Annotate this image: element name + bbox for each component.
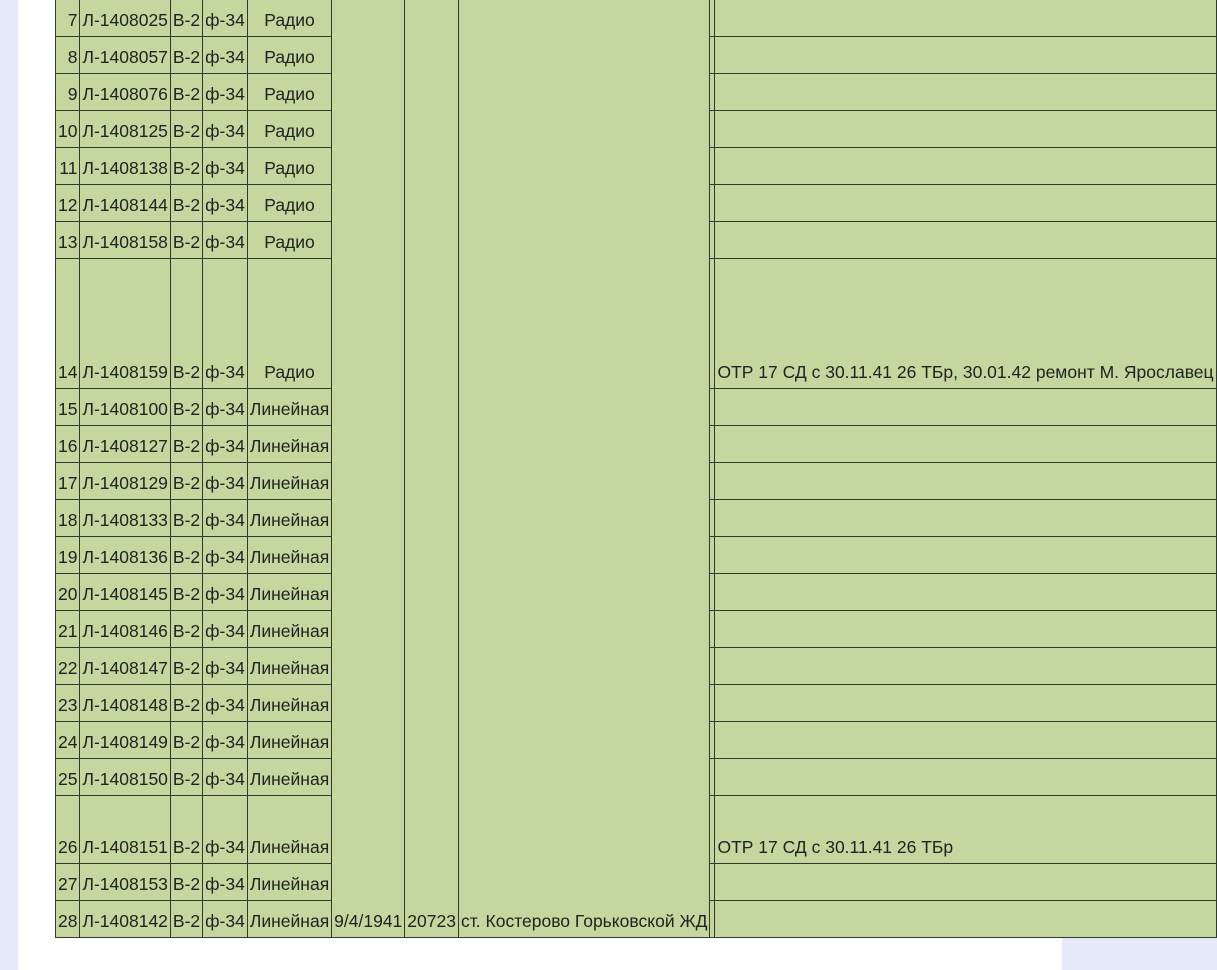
serial-number-cell: Л-1408159 — [80, 259, 170, 389]
serial-number-cell: Л-1408150 — [80, 759, 170, 796]
kind-cell: Линейная — [247, 759, 331, 796]
engine-cell: В-2 — [170, 537, 202, 574]
table-row[interactable] — [56, 0, 1217, 37]
row-number-cell: 19 — [56, 537, 80, 574]
serial-number-cell: Л-1408151 — [80, 796, 170, 864]
engine-cell: В-2 — [170, 722, 202, 759]
kind-cell: Радио — [247, 37, 331, 74]
engine-cell: В-2 — [170, 901, 202, 938]
note-cell — [715, 611, 1216, 648]
row-number-cell: 17 — [56, 463, 80, 500]
note-cell — [715, 74, 1216, 111]
kind-cell: Радио — [247, 222, 331, 259]
engine-cell: В-2 — [170, 796, 202, 864]
kind-cell: Линейная — [247, 574, 331, 611]
kind-cell: Радио — [247, 74, 331, 111]
serial-number-cell: Л-1408057 — [80, 37, 170, 74]
serial-number-cell: Л-1408133 — [80, 500, 170, 537]
kind-cell: Линейная — [247, 796, 331, 864]
kind-cell: Линейная — [247, 685, 331, 722]
type-cell: ф-34 — [203, 759, 248, 796]
kind-cell: Линейная — [247, 611, 331, 648]
note-cell — [715, 0, 1216, 37]
note-cell — [715, 37, 1216, 74]
row-number-cell: 12 — [56, 185, 80, 222]
row-number-cell: 9 — [56, 74, 80, 111]
date-cell: 9/4/1941 — [332, 0, 405, 938]
row-number-cell: 24 — [56, 722, 80, 759]
engine-cell: В-2 — [170, 389, 202, 426]
serial-number-cell: Л-1408145 — [80, 574, 170, 611]
serial-number-cell: Л-1408127 — [80, 426, 170, 463]
serial-number-cell: Л-1408149 — [80, 722, 170, 759]
type-cell: ф-34 — [203, 685, 248, 722]
serial-number-cell: Л-1408129 — [80, 463, 170, 500]
serial-number-cell: Л-1408148 — [80, 685, 170, 722]
type-cell: ф-34 — [203, 500, 248, 537]
engine-cell: В-2 — [170, 500, 202, 537]
serial-number-cell: Л-1408158 — [80, 222, 170, 259]
kind-cell: Линейная — [247, 426, 331, 463]
row-number-cell: 28 — [56, 901, 80, 938]
type-cell: ф-34 — [203, 222, 248, 259]
row-number-cell: 20 — [56, 574, 80, 611]
type-cell: ф-34 — [203, 611, 248, 648]
note-cell — [715, 426, 1216, 463]
row-number-cell: 16 — [56, 426, 80, 463]
note-cell — [715, 722, 1216, 759]
note-cell — [715, 111, 1216, 148]
type-cell: ф-34 — [203, 37, 248, 74]
table-body — [56, 0, 1217, 938]
type-cell: ф-34 — [203, 648, 248, 685]
note-cell — [715, 500, 1216, 537]
engine-cell: В-2 — [170, 864, 202, 901]
engine-cell: В-2 — [170, 222, 202, 259]
note-cell — [715, 901, 1216, 938]
kind-cell: Линейная — [247, 500, 331, 537]
engine-cell: В-2 — [170, 259, 202, 389]
kind-cell: Линейная — [247, 722, 331, 759]
kind-cell: Радио — [247, 185, 331, 222]
row-number-cell: 21 — [56, 611, 80, 648]
engine-cell: В-2 — [170, 611, 202, 648]
engine-cell: В-2 — [170, 426, 202, 463]
engine-cell: В-2 — [170, 74, 202, 111]
row-number-cell: 22 — [56, 648, 80, 685]
type-cell: ф-34 — [203, 463, 248, 500]
serial-number-cell: Л-1408147 — [80, 648, 170, 685]
type-cell: ф-34 — [203, 185, 248, 222]
type-cell: ф-34 — [203, 901, 248, 938]
engine-cell: В-2 — [170, 37, 202, 74]
note-cell — [715, 685, 1216, 722]
note-cell — [715, 759, 1216, 796]
row-number-cell: 7 — [56, 0, 80, 37]
note-cell — [715, 463, 1216, 500]
row-number-cell: 26 — [56, 796, 80, 864]
kind-cell: Линейная — [247, 864, 331, 901]
row-number-cell: 27 — [56, 864, 80, 901]
sheet-page — [18, 0, 1214, 970]
type-cell: ф-34 — [203, 74, 248, 111]
kind-cell: Линейная — [247, 537, 331, 574]
type-cell: ф-34 — [203, 0, 248, 37]
type-cell: ф-34 — [203, 111, 248, 148]
note-cell — [715, 148, 1216, 185]
row-number-cell: 13 — [56, 222, 80, 259]
kind-cell: Радио — [247, 259, 331, 389]
kind-cell: Линейная — [247, 463, 331, 500]
note-cell: ОТР 17 СД с 30.11.41 26 ТБр — [715, 796, 1216, 864]
engine-cell: В-2 — [170, 759, 202, 796]
engine-cell: В-2 — [170, 648, 202, 685]
serial-number-cell: Л-1408144 — [80, 185, 170, 222]
type-cell: ф-34 — [203, 537, 248, 574]
serial-number-cell: Л-1408146 — [80, 611, 170, 648]
tank-register-table — [55, 0, 1217, 938]
serial-number-cell: Л-1408138 — [80, 148, 170, 185]
note-cell — [715, 222, 1216, 259]
type-cell: ф-34 — [203, 574, 248, 611]
engine-cell: В-2 — [170, 185, 202, 222]
note-cell — [715, 185, 1216, 222]
engine-cell: В-2 — [170, 111, 202, 148]
serial-number-cell: Л-1408125 — [80, 111, 170, 148]
type-cell: ф-34 — [203, 259, 248, 389]
serial-number-cell: Л-1408025 — [80, 0, 170, 37]
type-cell: ф-34 — [203, 864, 248, 901]
serial-number-cell: Л-1408142 — [80, 901, 170, 938]
row-number-cell: 10 — [56, 111, 80, 148]
row-number-cell: 8 — [56, 37, 80, 74]
engine-cell: В-2 — [170, 463, 202, 500]
engine-cell: В-2 — [170, 0, 202, 37]
kind-cell: Радио — [247, 148, 331, 185]
engine-cell: В-2 — [170, 148, 202, 185]
type-cell: ф-34 — [203, 722, 248, 759]
serial-number-cell: Л-1408136 — [80, 537, 170, 574]
note-cell — [715, 574, 1216, 611]
serial-number-cell: Л-1408153 — [80, 864, 170, 901]
row-number-cell: 11 — [56, 148, 80, 185]
station-cell: ст. Костерово Горьковской ЖД — [458, 0, 710, 938]
row-number-cell: 23 — [56, 685, 80, 722]
note-cell: ОТР 17 СД с 30.11.41 26 ТБр, 30.01.42 ремонт М. Ярославец — [715, 259, 1216, 389]
row-number-cell: 25 — [56, 759, 80, 796]
note-cell — [715, 864, 1216, 901]
echelon-cell: 20723 — [405, 0, 459, 938]
kind-cell: Радио — [247, 111, 331, 148]
note-cell — [715, 389, 1216, 426]
type-cell: ф-34 — [203, 426, 248, 463]
serial-number-cell: Л-1408100 — [80, 389, 170, 426]
type-cell: ф-34 — [203, 796, 248, 864]
serial-number-cell: Л-1408076 — [80, 74, 170, 111]
kind-cell: Линейная — [247, 901, 331, 938]
engine-cell: В-2 — [170, 574, 202, 611]
row-number-cell: 15 — [56, 389, 80, 426]
note-cell — [715, 537, 1216, 574]
kind-cell: Линейная — [247, 389, 331, 426]
type-cell: ф-34 — [203, 389, 248, 426]
kind-cell: Радио — [247, 0, 331, 37]
note-cell — [715, 648, 1216, 685]
engine-cell: В-2 — [170, 685, 202, 722]
type-cell: ф-34 — [203, 148, 248, 185]
row-number-cell: 14 — [56, 259, 80, 389]
kind-cell: Линейная — [247, 648, 331, 685]
row-number-cell: 18 — [56, 500, 80, 537]
